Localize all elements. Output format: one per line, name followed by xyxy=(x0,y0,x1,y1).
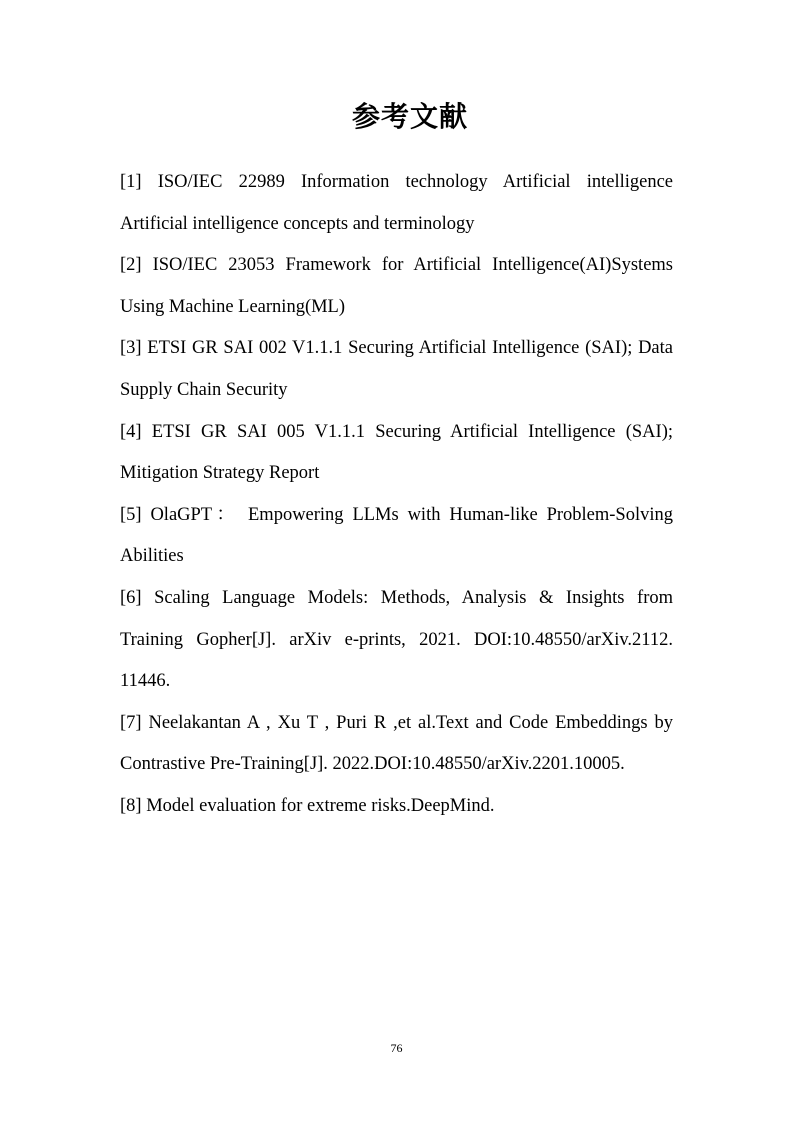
reference-item-5: [5] OlaGPT： Empowering LLMs with Human-like Problem-Solving Abilities xyxy=(120,504,673,567)
reference-item-3: [3] ETSI GR SAI 002 V1.1.1 Securing Artificial Intelligence (SAI); Data Supply Chain Security xyxy=(120,338,673,400)
reference-item-2: [2] ISO/IEC 23053 Framework for Artificial Intelligence(AI)Systems Using Machine Learning(ML) xyxy=(120,255,673,317)
reference-item-6: [6] Scaling Language Models: Methods, Analysis & Insights from Training Gopher[J]. arXiv e-prints, 2021. DOI:10.48550/arXiv.2112. 11446. xyxy=(120,587,673,692)
page-number: 76 xyxy=(390,1041,403,1055)
reference-list xyxy=(120,162,673,828)
reference-item-7: [7] Neelakantan A , Xu T , Puri R ,et al.Text and Code Embeddings by Contrastive Pre-Training[J]. 2022.DOI:10.48550/arXiv.2201.10005. xyxy=(120,712,673,775)
reference-item-8: [8] Model evaluation for extreme risks.DeepMind. xyxy=(120,795,495,816)
reference-item-1: [1] ISO/IEC 22989 Information technology Artificial intelligence Artificial intelligence concepts and terminology xyxy=(120,172,673,234)
reference-item-4: [4] ETSI GR SAI 005 V1.1.1 Securing Artificial Intelligence (SAI); Mitigation Strategy Report xyxy=(120,421,673,484)
page-title: 参考文献 xyxy=(351,100,468,133)
